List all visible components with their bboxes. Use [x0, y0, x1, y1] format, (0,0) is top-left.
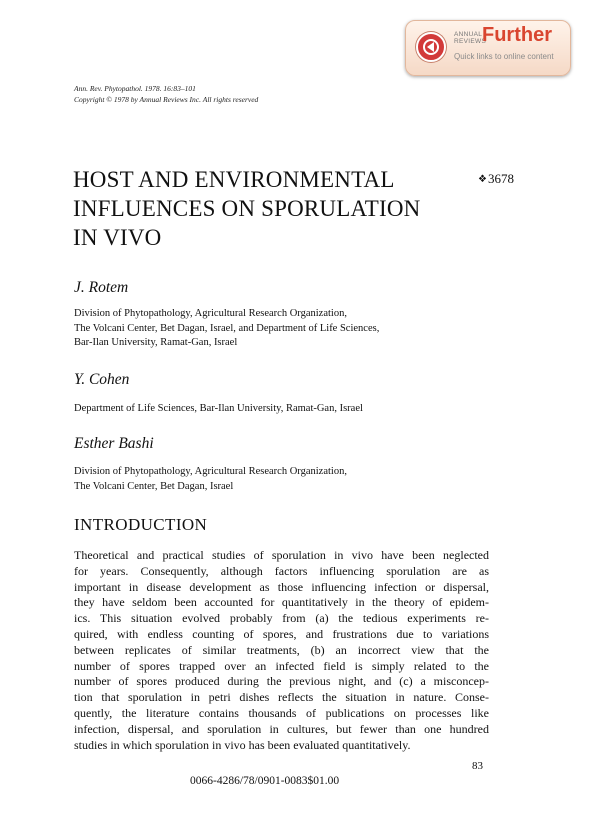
badge-tagline: Quick links to online content [454, 52, 554, 61]
author-name: J. Rotem [74, 279, 129, 296]
badge-further-label: Further [482, 24, 552, 46]
body-line: between replicates of similar treatments, (b) an incorrect view that the [74, 642, 489, 657]
title-line-1: HOST AND ENVIRONMENTAL [73, 167, 395, 192]
body-line: ics. This situation evolved probably from (a) the tedious experiments re- [74, 611, 489, 626]
author-affiliation [74, 307, 494, 351]
body-line: for years. Consequently, although factors influencing sporulation are as [74, 563, 489, 578]
title-line-2: INFLUENCES ON SPORULATION [73, 196, 421, 221]
body-line: they have seldom been accounted for quantitatively in the theory of epidem- [74, 595, 489, 610]
title-line-3: IN VIVO [73, 225, 162, 250]
body-line: quently, the literature contains thousands of publications on processes like [74, 705, 489, 720]
footer-code: 0066-4286/78/0901-0083$01.00 [190, 775, 340, 787]
badge-annual: ANNUAL [454, 31, 483, 38]
author-name: Y. Cohen [74, 371, 130, 388]
author-affiliation [74, 402, 494, 417]
affiliation-line: The Volcani Center, Bet Dagan, Israel [74, 480, 234, 492]
author-affiliation [74, 465, 494, 494]
section-heading: INTRODUCTION [74, 515, 208, 534]
page-number: 83 [472, 760, 483, 772]
affiliation-line: Bar-Ilan University, Ramat-Gan, Israel [74, 337, 238, 348]
body-line: infection, dispersal, and sporulation in cultures, but fewer than one hundred [74, 721, 489, 736]
body-line: quired, with endless counting of spores, and frustrations due to variations [74, 626, 489, 641]
affiliation-line: Department of Life Sciences, Bar-Ilan University, Ramat-Gan, Israel [74, 403, 363, 414]
article-code-number: 3678 [487, 171, 514, 186]
copyright-line: Copyright © 1978 by Annual Reviews Inc. All rights reserved [74, 95, 259, 104]
further-badge[interactable] [405, 20, 571, 76]
affiliation-line: Division of Phytopathology, Agricultural Research Organization, [74, 308, 347, 319]
body-line: studies in which sporulation in vivo has been evaluated quantitatively. [74, 737, 411, 752]
affiliation-line: The Volcani Center, Bet Dagan, Israel, and Department of Life Sciences, [74, 322, 380, 334]
affiliation-line: Division of Phytopathology, Agricultural Research Organization, [74, 466, 347, 477]
diamond-icon: ❖ [478, 174, 487, 185]
body-line: important in disease development as those influencing infection or dispersal, [74, 579, 489, 594]
badge-reviews: REVIEWS [454, 38, 487, 45]
journal-citation: Ann. Rev. Phytopathol. 1978. 16:83–101 [74, 84, 196, 93]
author-name: Esther Bashi [74, 435, 154, 452]
body-line: number of spores trapped over an infected field is simply related to the [74, 658, 489, 673]
body-line: Theoretical and practical studies of sporulation in vivo have been neglected [74, 548, 489, 562]
body-line: number of spores produced during the previous night, and (c) a misconcep- [74, 674, 489, 689]
body-line: tion that sporulation in petri dishes reflects the situation in nature. Conse- [74, 690, 489, 705]
body-paragraph [74, 548, 489, 753]
article-code [478, 171, 514, 187]
play-back-icon [416, 32, 446, 62]
